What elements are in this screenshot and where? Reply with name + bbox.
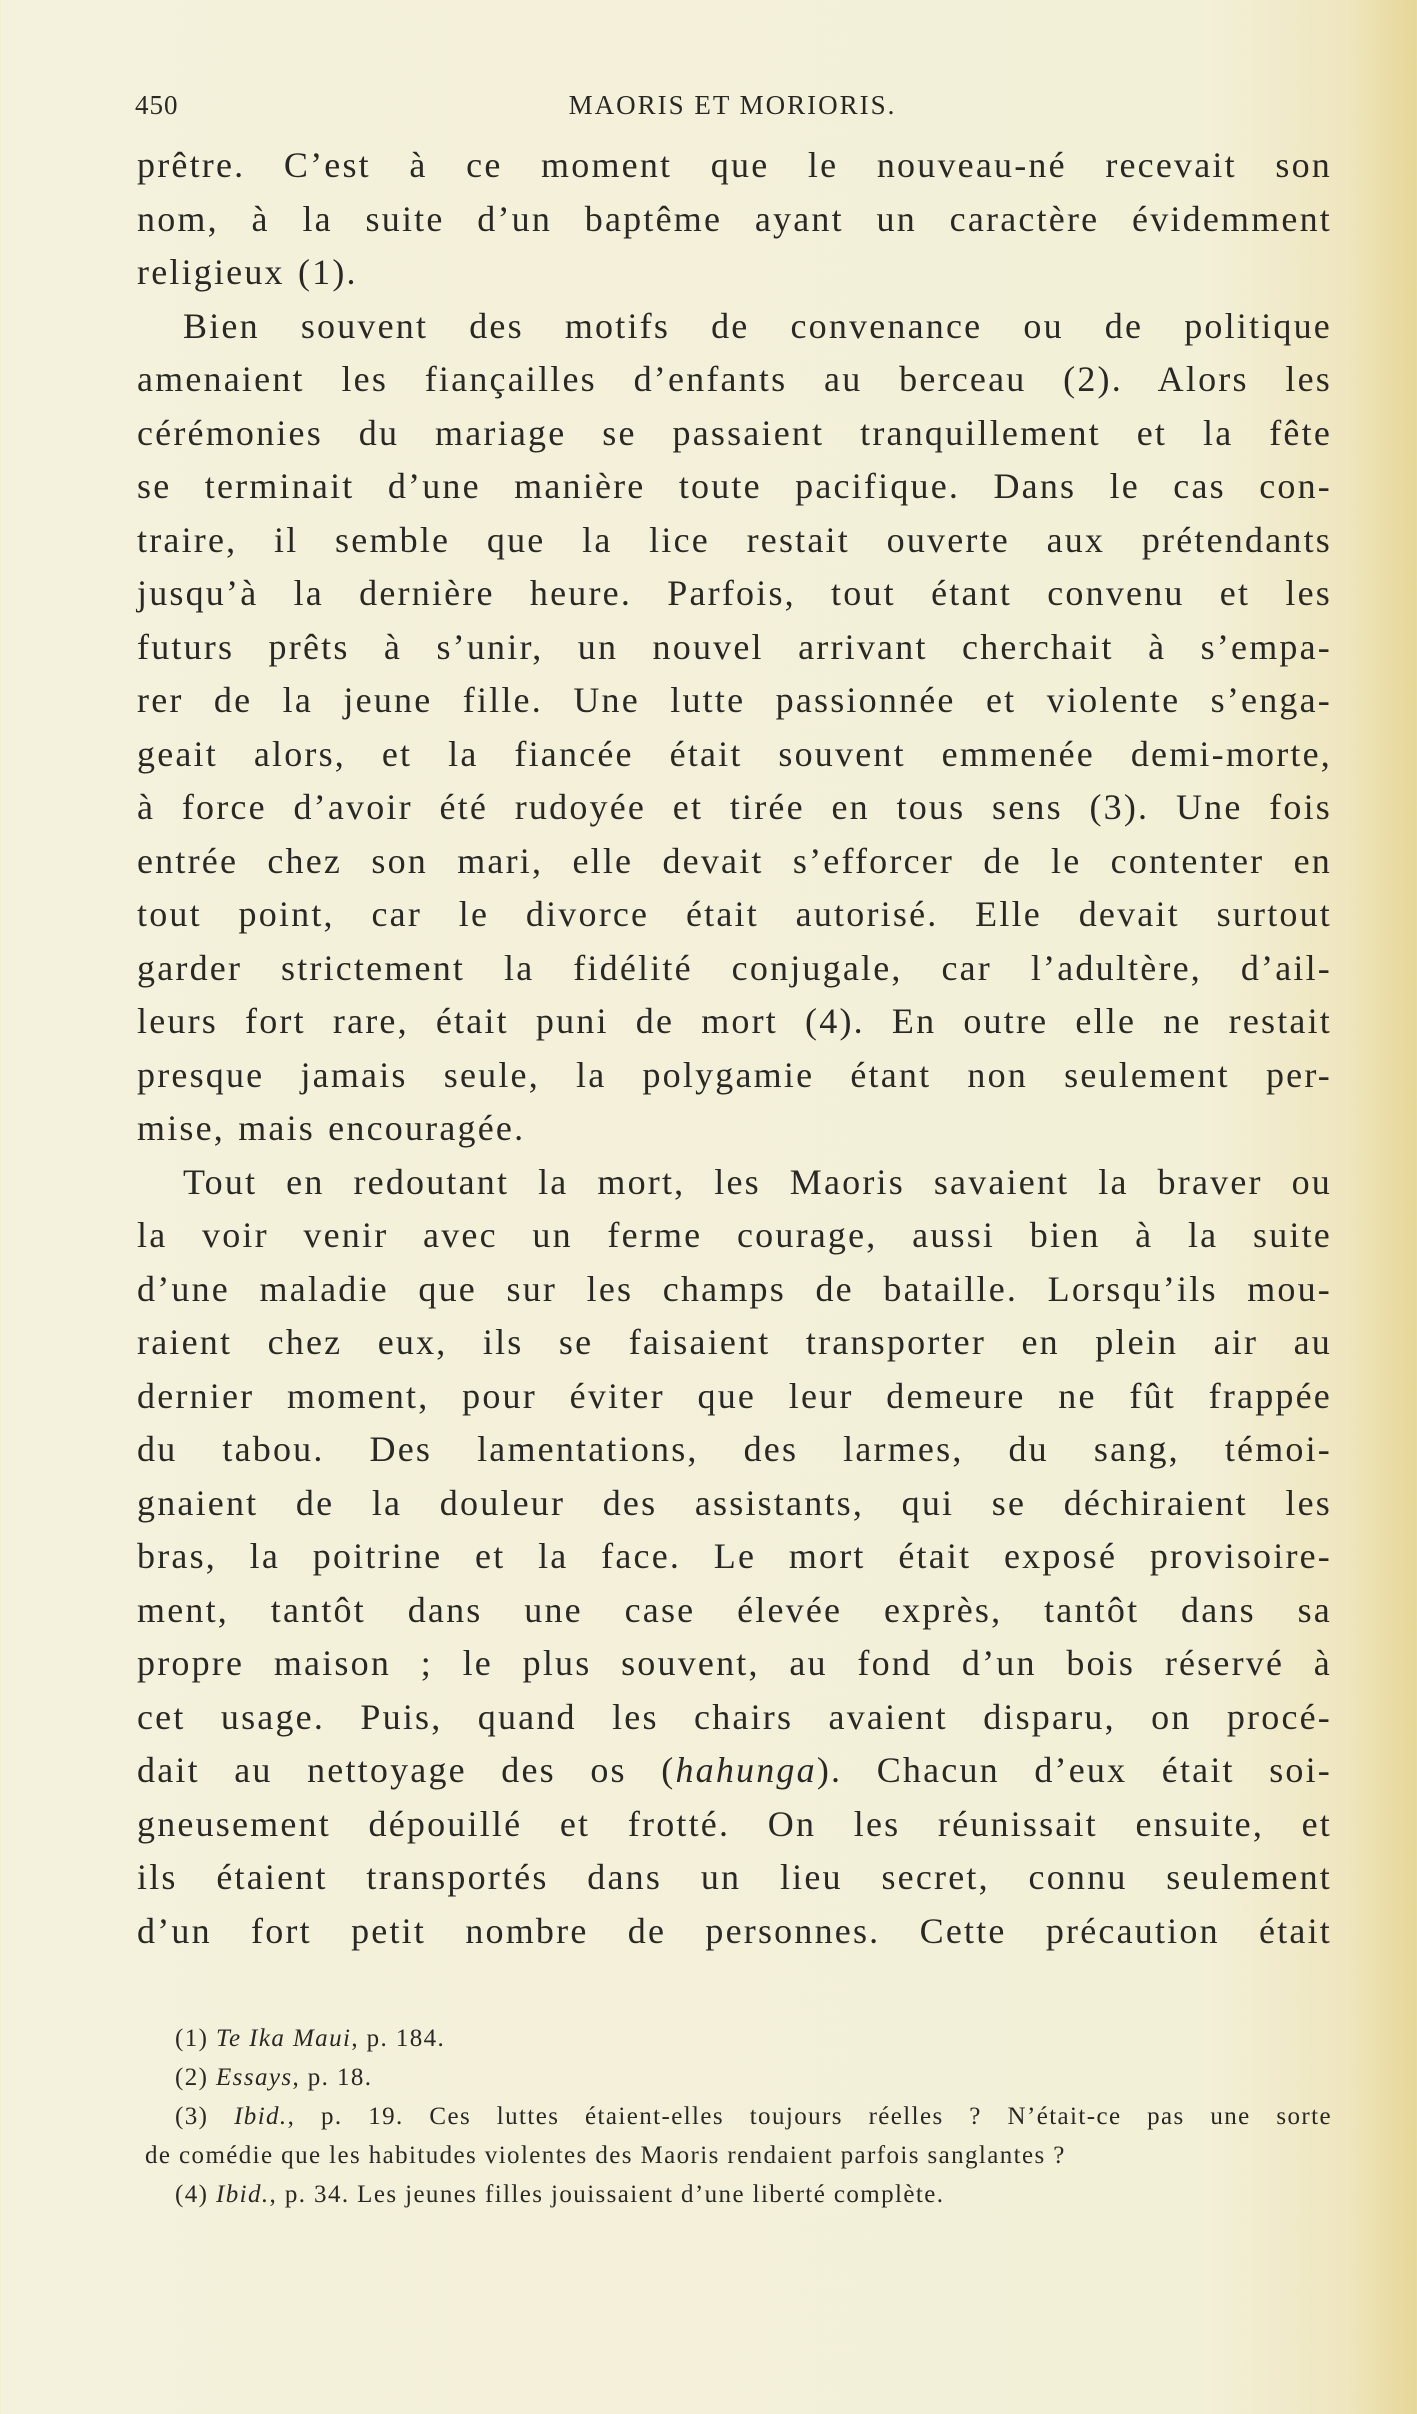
- text-span: dernier moment, pour éviter que leur demeure ne fût frappée: [137, 1375, 1332, 1416]
- text-span: la voir venir avec un ferme courage, aussi bien à la suite: [137, 1215, 1332, 1255]
- text-span: nom, à la suite d’un baptême ayant un caractère évidemment: [137, 198, 1332, 239]
- text-line: [137, 460, 1332, 514]
- text-span: prêtre. C’est à ce moment que le nouveau-né recevait son: [137, 145, 1332, 185]
- text-span: bras, la poitrine et la face. Le mort était exposé provisoire-: [137, 1536, 1332, 1576]
- text-span: d’un fort petit nombre de personnes. Cette précaution était: [137, 1910, 1332, 1951]
- body-text: [137, 139, 1332, 1958]
- text-span: , p. 18.: [292, 2064, 373, 2091]
- italic-text: Ibid.: [234, 2103, 288, 2130]
- text-span: cérémonies du mariage se passaient tranquillement et la fête: [137, 412, 1332, 453]
- text-line: [137, 1691, 1332, 1745]
- text-span: rer de la jeune fille. Une lutte passionnée et violente s’enga-: [137, 680, 1332, 720]
- text-line: [137, 300, 1332, 354]
- text-span: traire, il semble que la lice restait ouverte aux prétendants: [137, 519, 1332, 560]
- text-span: religieux (1).: [137, 252, 358, 292]
- text-line: [137, 995, 1332, 1049]
- footnote: [145, 2019, 1332, 2058]
- text-span: (2): [175, 2064, 217, 2091]
- text-line: [137, 193, 1332, 247]
- text-line: [137, 1905, 1332, 1959]
- text-span: raient chez eux, ils se faisaient transporter en plein air au: [137, 1322, 1332, 1362]
- text-span: d’une maladie que sur les champs de bataille. Lorsqu’ils mou-: [137, 1268, 1332, 1309]
- text-span: ils étaient transportés dans un lieu secret, connu seulement: [137, 1857, 1332, 1897]
- text-span: Bien souvent des motifs de convenance ou de politique: [183, 305, 1332, 346]
- page-number: 450: [135, 90, 179, 120]
- text-span: ). Chacun d’eux était soi-: [816, 1750, 1332, 1790]
- text-span: propre maison ; le plus souvent, au fond d’un bois réservé à: [137, 1643, 1332, 1683]
- text-span: gnaient de la douleur des assistants, qui se déchiraient les: [137, 1482, 1332, 1523]
- footnote: [145, 2136, 1332, 2175]
- text-span: presque jamais seule, la polygamie étant non seulement per-: [137, 1054, 1332, 1095]
- text-span: dait au nettoyage des os (: [137, 1750, 676, 1790]
- text-line: [137, 674, 1332, 728]
- text-span: mise, mais encouragée.: [137, 1108, 526, 1148]
- text-span: cet usage. Puis, quand les chairs avaient disparu, on procé-: [137, 1696, 1332, 1737]
- text-span: tout point, car le divorce était autorisé. Elle devait surtout: [137, 894, 1332, 934]
- text-line: [137, 139, 1332, 193]
- footnote: [145, 2097, 1332, 2136]
- text-span: geait alors, et la fiancée était souvent emmenée demi-morte,: [137, 733, 1332, 774]
- text-line: [137, 621, 1332, 675]
- text-line: [137, 353, 1332, 407]
- text-span: à force d’avoir été rudoyée et tirée en tous sens (3). Une fois: [137, 787, 1332, 827]
- text-span: futurs prêts à s’unir, un nouvel arrivant cherchait à s’empa-: [137, 626, 1332, 667]
- text-line: [137, 514, 1332, 568]
- text-line: [137, 1209, 1332, 1263]
- text-line: [137, 407, 1332, 461]
- text-line: [137, 1637, 1332, 1691]
- text-span: entrée chez son mari, elle devait s’efforcer de le contenter en: [137, 840, 1332, 881]
- text-line: [137, 835, 1332, 889]
- text-span: gneusement dépouillé et frotté. On les réunissait ensuite, et: [137, 1803, 1332, 1844]
- text-span: ment, tantôt dans une case élevée exprès, tantôt dans sa: [137, 1589, 1332, 1630]
- text-span: , p. 19. Ces luttes étaient-elles toujours réelles ? N’était-ce pas une sorte: [287, 2103, 1332, 2130]
- running-title: MAORIS ET MORIORIS.: [568, 90, 897, 120]
- italic-text: Essays: [216, 2064, 293, 2091]
- text-line: [137, 728, 1332, 782]
- text-span: se terminait d’une manière toute pacifique. Dans le cas con-: [137, 466, 1332, 506]
- text-line: [137, 1316, 1332, 1370]
- text-line: [137, 888, 1332, 942]
- text-line: [137, 1798, 1332, 1852]
- text-line: [137, 781, 1332, 835]
- text-span: jusqu’à la dernière heure. Parfois, tout étant convenu et les: [137, 573, 1332, 613]
- text-span: (4): [175, 2181, 217, 2208]
- text-line: [137, 1530, 1332, 1584]
- text-line: [137, 1049, 1332, 1103]
- text-line: [137, 1423, 1332, 1477]
- text-line: [137, 1102, 1332, 1156]
- italic-text: Ibid.: [216, 2181, 270, 2208]
- text-span: (1): [175, 2025, 217, 2052]
- footnote: [145, 2175, 1332, 2214]
- text-line: [137, 1370, 1332, 1424]
- text-span: leurs fort rare, était puni de mort (4). En outre elle ne restait: [137, 1001, 1332, 1041]
- text-span: (3): [175, 2103, 235, 2130]
- text-line: [137, 1263, 1332, 1317]
- text-line: [137, 1744, 1332, 1798]
- text-span: garder strictement la fidélité conjugale, car l’adultère, d’ail-: [137, 947, 1332, 988]
- italic-text: Te Ika Maui: [216, 2025, 352, 2052]
- italic-text: hahunga: [675, 1750, 817, 1790]
- text-line: [137, 1851, 1332, 1905]
- text-span: amenaient les fiançailles d’enfants au berceau (2). Alors les: [137, 359, 1332, 399]
- text-line: [137, 1156, 1332, 1210]
- text-line: [137, 942, 1332, 996]
- text-span: du tabou. Des lamentations, des larmes, du sang, témoi-: [137, 1429, 1332, 1469]
- footnotes: [145, 2019, 1332, 2214]
- text-line: [137, 1477, 1332, 1531]
- text-line: [137, 567, 1332, 621]
- text-line: [137, 246, 1332, 300]
- text-line: [137, 1584, 1332, 1638]
- text-span: de comédie que les habitudes violentes des Maoris rendaient parfois sanglantes ?: [145, 2142, 1066, 2169]
- text-span: Tout en redoutant la mort, les Maoris savaient la braver ou: [183, 1161, 1332, 1202]
- text-span: , p. 184.: [351, 2025, 446, 2052]
- text-span: , p. 34. Les jeunes filles jouissaient d’une liberté complète.: [269, 2181, 945, 2208]
- footnote: [145, 2058, 1332, 2097]
